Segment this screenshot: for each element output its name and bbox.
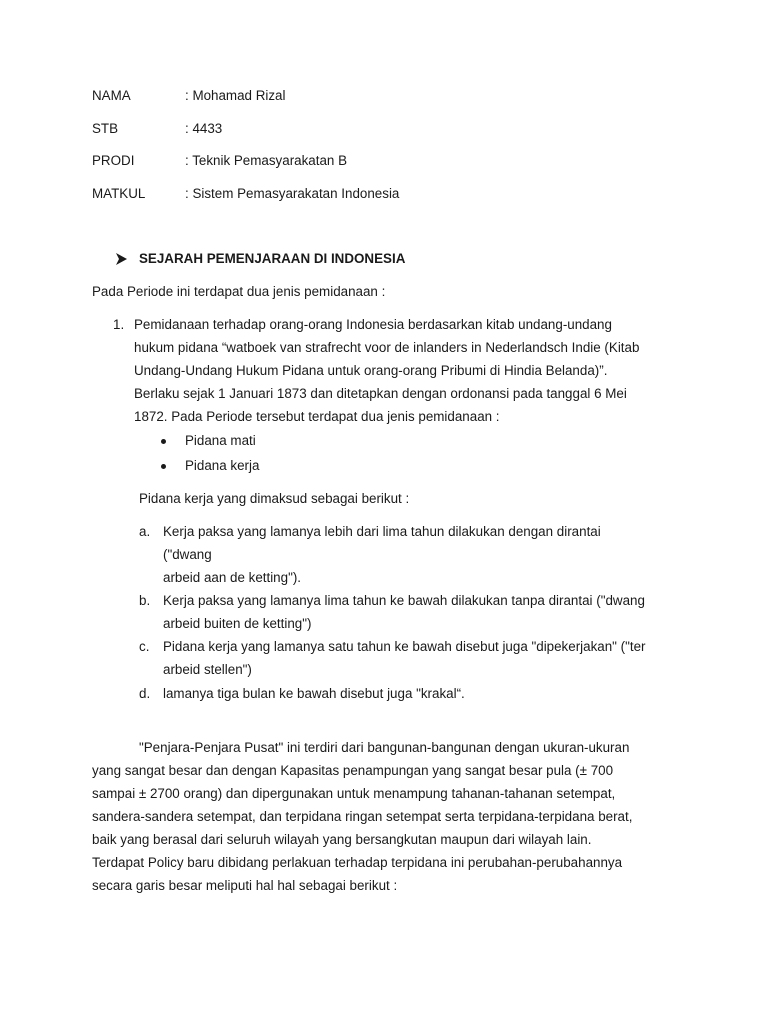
sub-item-line: Kerja paksa yang lamanya lebih dari lima tahun dilakukan dengan dirantai [163,524,601,539]
paragraph-line: sandera-sandera setempat, dan terpidana ringan setempat serta terpidana-terpidana berat, [92,809,633,824]
sub-item-line: arbeid aan de ketting"). [163,570,302,585]
prodi-label: PRODI [92,153,135,168]
kerja-intro: Pidana kerja yang dimaksud sebagai berikut : [139,491,410,506]
bullet-dot-icon [161,439,166,444]
sub-item-line: Pidana kerja yang lamanya satu tahun ke bawah disebut juga "dipekerjakan" ("ter [163,639,646,654]
bullet-dot-icon [161,464,166,469]
stb-label: STB [92,121,119,136]
sub-item-letter: d. [139,686,151,701]
paragraph-line: "Penjara-Penjara Pusat" ini terdiri dari bangunan-bangunan dengan ukuran-ukuran [139,740,630,755]
bullet-item: Pidana kerja [185,458,260,473]
bullet-item: Pidana mati [185,433,256,448]
sub-item-line: Kerja paksa yang lamanya lima tahun ke bawah dilakukan tanpa dirantai ("dwang [163,593,645,608]
item1-line: Undang-Undang Hukum Pidana untuk orang-orang Pribumi di Hindia Belanda)”. [134,363,608,378]
matkul-label: MATKUL [92,186,146,201]
sub-item-letter: b. [139,593,151,608]
sub-item-line: arbeid stellen") [163,662,252,677]
item1-line: hukum pidana “watboek van strafrecht voor de inlanders in Nederlandsch Indie (Kitab [134,340,640,355]
paragraph-line: Terdapat Policy baru dibidang perlakuan terhadap terpidana ini perubahan-perubahannya [92,855,623,870]
item1-line: 1872. Pada Periode tersebut terdapat dua jenis pemidanaan : [134,409,500,424]
matkul-value: : Sistem Pemasyarakatan Indonesia [185,186,400,201]
item1-line: Berlaku sejak 1 Januari 1873 dan ditetapkan dengan ordonansi pada tanggal 6 Mei [134,386,627,401]
sub-item-letter: a. [139,524,151,539]
paragraph-line: yang sangat besar dan dengan Kapasitas penampungan yang sangat besar pula (± 700 [92,763,614,778]
paragraph-line: secara garis besar meliputi hal hal sebagai berikut : [92,878,398,893]
stb-value: : 4433 [185,121,223,136]
sub-item-letter: c. [139,639,150,654]
item1-line: Pemidanaan terhadap orang-orang Indonesia berdasarkan kitab undang-undang [134,317,612,332]
section-heading: SEJARAH PEMENJARAAN DI INDONESIA [139,251,406,266]
arrow-bullet-icon [114,252,128,266]
nama-value: : Mohamad Rizal [185,88,286,103]
intro-text: Pada Periode ini terdapat dua jenis pemidanaan : [92,284,386,299]
sub-item-line: lamanya tiga bulan ke bawah disebut juga "krakal“. [163,686,465,701]
paragraph-line: baik yang berasal dari seluruh wilayah yang bersangkutan maupun dari wilayah lain. [92,832,592,847]
prodi-value: : Teknik Pemasyarakatan B [185,153,348,168]
sub-item-line: arbeid buiten de ketting") [163,616,312,631]
paragraph-line: sampai ± 2700 orang) dan dipergunakan untuk menampung tahanan-tahanan setempat, [92,786,616,801]
nama-label: NAMA [92,88,131,103]
item-number: 1. [113,317,125,332]
sub-item-line: ("dwang [163,547,212,562]
